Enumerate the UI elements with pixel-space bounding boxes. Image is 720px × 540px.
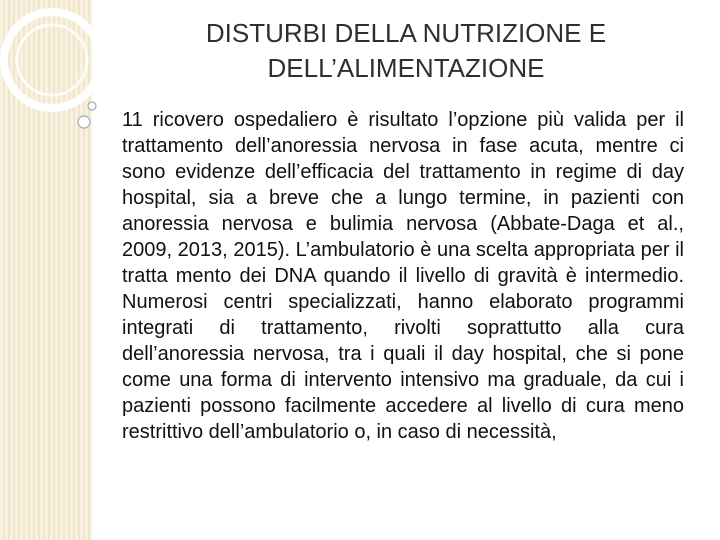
small-dot-icon [78, 116, 90, 128]
slide-title: DISTURBI DELLA NUTRIZIONE E DELL’ALIMENTAZIONE [205, 18, 607, 83]
slide-body-text: 11 ricovero ospedaliero è risultato l’opzione più valida per il trattamento dell’anoressia nervosa in fase acuta, mentre ci sono evidenze dell’efficacia del trattamento in regime di day hospital, sia a breve che a lungo termine, in pazienti con anoressia nervosa e bulimia nervosa (Abbate-Daga et al., 2009, 2013, 2015). L’ambulatorio è una scelta appropriata per il tratta mento dei DNA quando il livello di gravità è intermedio. Numerosi centri specializzati, hanno elaborato programmi integrati di trattamento, rivolti soprattutto alla cura dell’anoressia nervosa, tra i quali il day hospital, che si pone come una forma di intervento intensivo ma graduale, da cui i pazienti possono facilmente accedere al livello di cura meno restrittivo dell’ambulatorio o, in caso di necessità, [122, 109, 684, 443]
bullet-dot-icon [88, 102, 96, 110]
inner-ring [17, 25, 87, 95]
